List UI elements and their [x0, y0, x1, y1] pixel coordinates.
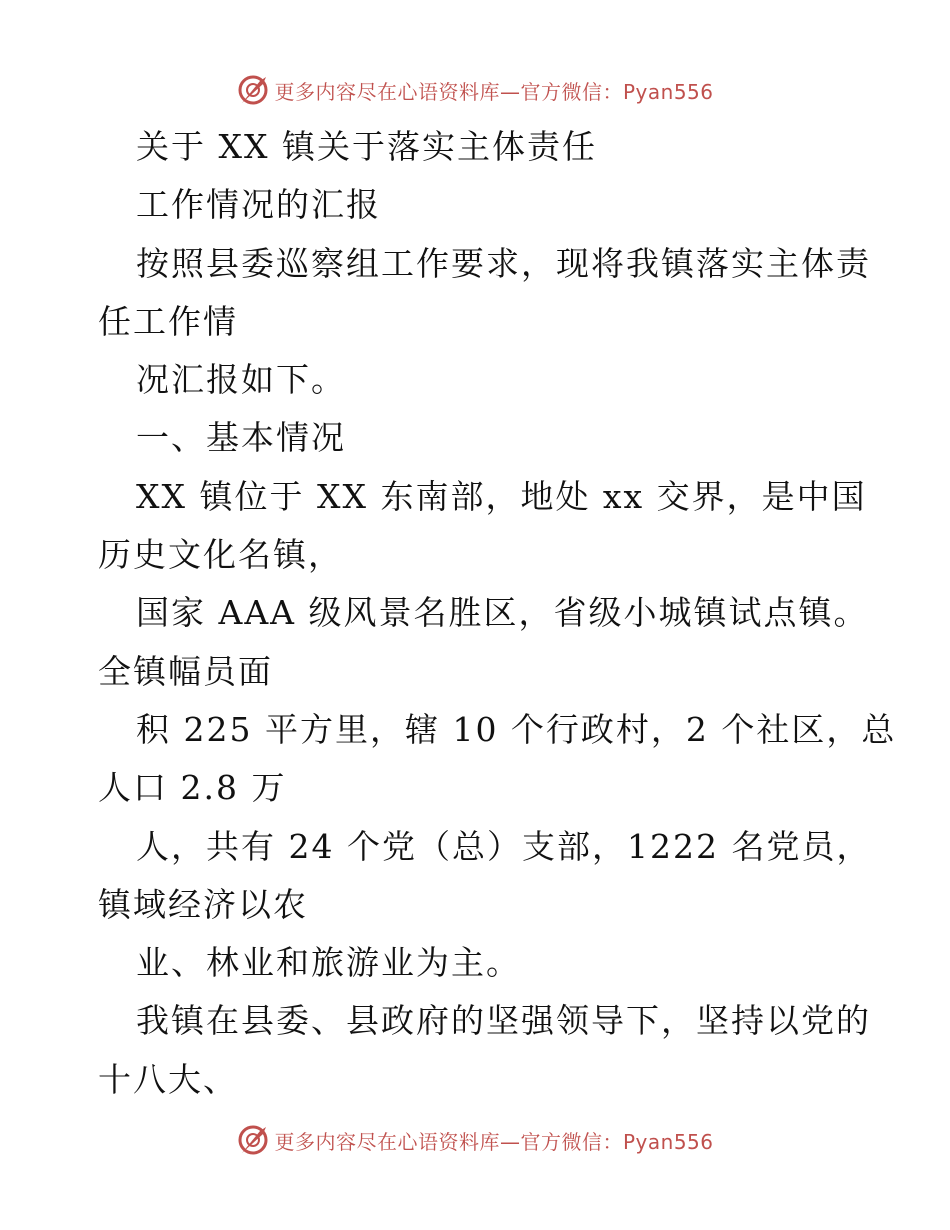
doc-line: 历史文化名镇，	[98, 535, 343, 575]
doc-line: 一、基本情况	[136, 418, 346, 458]
doc-line: 况汇报如下。	[136, 360, 346, 400]
header-watermark	[0, 70, 950, 110]
doc-line: 按照县委巡察组工作要求，现将我镇落实主体责	[136, 243, 871, 283]
watermark-text: 更多内容尽在心语资料库—官方微信：Pyan556	[274, 1129, 714, 1154]
doc-line: 十八大、	[98, 1059, 238, 1099]
watermark-text: 更多内容尽在心语资料库—官方微信：Pyan556	[274, 79, 714, 104]
doc-line: 工作情况的汇报	[136, 185, 381, 225]
doc-line: 镇域经济以农	[98, 884, 308, 924]
doc-line: 全镇幅员面	[98, 651, 273, 691]
doc-line: 我镇在县委、县政府的坚强领导下，坚持以党的	[136, 1001, 871, 1041]
doc-line: 人口 2.8 万	[98, 768, 287, 808]
doc-line: 人，共有 24 个党（总）支部，1222 名党员，	[136, 826, 872, 866]
quill-logo-icon	[236, 1123, 270, 1157]
doc-line: 国家 AAA 级风景名胜区，省级小城镇试点镇。	[136, 593, 869, 633]
document-body	[98, 118, 897, 1109]
doc-line: 业、林业和旅游业为主。	[136, 943, 521, 983]
quill-logo-icon	[236, 73, 270, 107]
doc-line: 任工作情	[98, 301, 238, 341]
doc-line: 关于 XX 镇关于落实主体责任	[136, 127, 597, 166]
doc-line: XX 镇位于 XX 东南部，地处 xx 交界，是中国	[136, 476, 867, 516]
doc-line: 积 225 平方里，辖 10 个行政村，2 个社区，总	[136, 709, 897, 749]
footer-watermark	[0, 1120, 950, 1160]
